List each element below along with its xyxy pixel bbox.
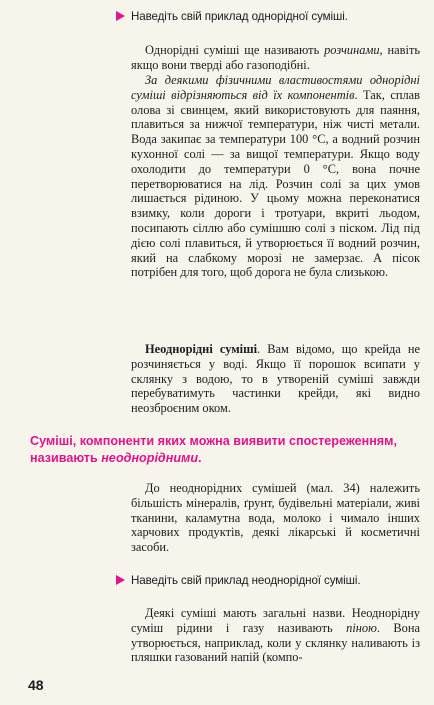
paragraph-examples [131, 481, 420, 555]
text: Суміші, компоненти яких можна виявити спостереженням, називають [30, 434, 397, 465]
emphasis: За деякими фізичними властивостями однорідні суміші відрізняються від їх компонентів [131, 73, 420, 102]
task-prompt-2 [116, 573, 416, 588]
text: . Вам відомо, що крейда не розчиняється у воді. Якщо її порошок всипати у склянку з водою, то в утвореній суміші завжди перебуватимуть частинки крейди, які видно неозброєним оком. [131, 342, 420, 416]
paragraph-foam [131, 606, 420, 665]
paragraph-3 [131, 342, 420, 416]
term-foam: піною [346, 620, 377, 635]
text: . Вона утворюється, наприклад, коли у склянку наливають із пляшки газований напій (компо- [131, 620, 420, 665]
paragraph-heterogeneous [131, 342, 420, 416]
term-solutions: розчинами [324, 43, 380, 57]
paragraph-properties [131, 73, 420, 280]
text: Однорідні суміші ще називають [145, 43, 325, 57]
task-text-1: Наведіть свій приклад однорідної суміші. [131, 10, 348, 23]
paragraph-5 [131, 606, 420, 665]
task-text-2: Наведіть свій приклад неоднорідної суміші. [131, 574, 361, 587]
text: Деякі суміші мають загальні назви. Неоднорідну суміш рідини і газу називають [131, 606, 420, 635]
definition-box [30, 433, 420, 466]
term-heterogeneous: неоднорідними [101, 450, 199, 465]
text: , навіть якщо вони тверді або газоподібні. [131, 43, 421, 72]
text: . [198, 450, 202, 465]
triangle-bullet-icon [116, 11, 125, 21]
paragraph-1 [131, 43, 420, 73]
page-number: 48 [28, 677, 44, 693]
paragraph-2 [131, 73, 420, 280]
text: . Так, сплав олова зі свинцем, який використовують для паяння, плавиться за нижчої температури, ніж чисті метали. Вода закипає за температури 100 °C, а водний розчин кухонної солі — за вищої температури. Якщо воду охолодити до температури 0 °C, вона почне перетворюватися на лід. Розчин солі за цих умов лишається рідиною. У цьому можна переконатися взимку, коли дороги і тротуари, вкриті льодом, посипають сіллю або сумішшю солі з піском. Лід під дією солі плавиться, й утворюється її водний розчин, який на слабкому морозі не замерзає. А пісок потрібен для того, щоб дорога не була слизькою. [131, 87, 420, 280]
paragraph-4: До неоднорідних сумішей (мал. 34) належить більшість мінералів, ґрунт, будівельні матеріали, живі тканини, каламутна вода, молоко і чимало інших харчових продуктів, деякі лікарські й косметичні засоби. [131, 481, 420, 555]
heading-inline: Неоднорідні суміші [145, 342, 258, 356]
triangle-bullet-icon [116, 575, 125, 585]
task-prompt-1 [116, 9, 416, 24]
paragraph-solutions [131, 43, 420, 73]
